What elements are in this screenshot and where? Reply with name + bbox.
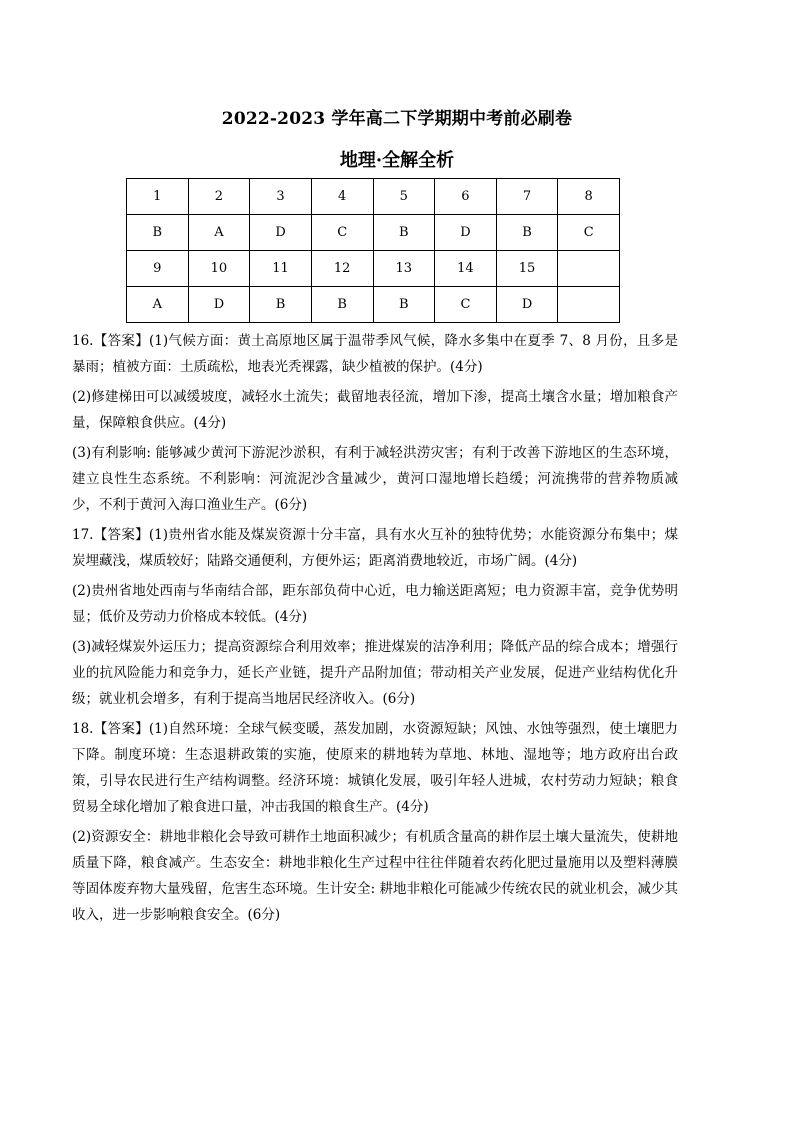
table-cell: 6 <box>435 179 497 215</box>
table-cell: 5 <box>373 179 435 215</box>
table-cell: 3 <box>250 179 312 215</box>
table-cell: 4 <box>311 179 373 215</box>
table-cell: D <box>250 215 312 251</box>
table-row <box>127 179 620 215</box>
table-cell: B <box>373 287 435 323</box>
table-cell: C <box>435 287 497 323</box>
table-cell: B <box>311 287 373 323</box>
table-cell: 8 <box>558 179 620 215</box>
answer-paragraph: (2)贵州省地处西南与华南结合部，距东部负荷中心近，电力输送距离短；电力资源丰富，竞争优势明显；低价及劳动力价格成本较低。(4分) <box>72 583 678 625</box>
answer-paragraph: 16.【答案】(1)气候方面：黄土高原地区属于温带季风气候，降水多集中在夏季 7、8 月份，且多是暴雨；植被方面：土质疏松，地表光秃裸露，缺少植被的保护。(4分) <box>72 333 678 375</box>
document-subtitle: 地理·全解全析 <box>339 150 455 171</box>
table-cell: C <box>558 215 620 251</box>
answer-explanations <box>72 328 678 932</box>
table-cell: D <box>435 215 497 251</box>
table-cell: 12 <box>311 251 373 287</box>
table-cell: D <box>188 287 250 323</box>
table-cell: B <box>250 287 312 323</box>
table-cell: 9 <box>127 251 189 287</box>
table-row <box>127 287 620 323</box>
table-cell: 11 <box>250 251 312 287</box>
table-cell: A <box>127 287 189 323</box>
answer-paragraph: (2)修建梯田可以减缓坡度，减轻水土流失；截留地表径流，增加下渗，提高土壤含水量；增加粮食产量，保障粮食供应。(4分) <box>72 389 678 431</box>
table-cell: D <box>496 287 558 323</box>
table-cell: B <box>496 215 558 251</box>
table-cell: 13 <box>373 251 435 287</box>
table-cell: 1 <box>127 179 189 215</box>
table-cell: 14 <box>435 251 497 287</box>
table-cell: B <box>373 215 435 251</box>
answer-paragraph: 17.【答案】(1)贵州省水能及煤炭资源十分丰富，具有水火互补的独特优势；水能资源分布集中；煤炭埋藏浅，煤质较好；陆路交通便利，方便外运；距离消费地较近，市场广阔。(4分) <box>72 527 678 569</box>
table-cell <box>558 287 620 323</box>
answer-paragraph: 18.【答案】(1)自然环境：全球气候变暖，蒸发加剧，水资源短缺；风蚀、水蚀等强烈，使土壤肥力下降。制度环境：生态退耕政策的实施，使原来的耕地转为草地、林地、湿地等；地方政府出台政策，引导农民进行生产结构调整。经济环境：城镇化发展，吸引年轻人进城，农村劳动力短缺；粮食贸易全球化增加了粮食进口量，冲击我国的粮食生产。(4分) <box>72 721 678 815</box>
answer-paragraph: (3)减轻煤炭外运压力；提高资源综合利用效率；推进煤炭的洁净利用；降低产品的综合成本；增强行业的抗风险能力和竞争力，延长产业链，提升产品附加值；带动相关产业发展，促进产业结构优化升级；就业机会增多，有利于提高当地居民经济收入。(6分) <box>72 639 678 707</box>
table-cell: 2 <box>188 179 250 215</box>
table-row <box>127 215 620 251</box>
answer-paragraph: (3)有利影响: 能够减少黄河下游泥沙淤积，有利于减轻洪涝灾害；有利于改善下游地区的生态环境，建立良性生态系统。不利影响：河流泥沙含量减少，黄河口湿地增长趋缓；河流携带的营养物质减少，不利于黄河入海口渔业生产。(6分) <box>72 445 678 513</box>
table-cell: B <box>127 215 189 251</box>
table-cell: 7 <box>496 179 558 215</box>
table-cell: 15 <box>496 251 558 287</box>
document-title: 2022-2023 学年高二下学期期中考前必刷卷 <box>221 109 573 129</box>
answer-key-table <box>126 178 620 323</box>
table-row <box>127 251 620 287</box>
table-cell <box>558 251 620 287</box>
table-cell: 10 <box>188 251 250 287</box>
table-cell: A <box>188 215 250 251</box>
table-cell: C <box>311 215 373 251</box>
answer-paragraph: (2)资源安全：耕地非粮化会导致可耕作土地面积减少；有机质含量高的耕作层土壤大量流失，使耕地质量下降，粮食减产。生态安全：耕地非粮化生产过程中往往伴随着农药化肥过量施用以及塑料薄膜等固体废弃物大量残留，危害生态环境。生计安全: 耕地非粮化可能减少传统农民的就业机会，减少其收入，进一步影响粮食安全。(6分) <box>72 829 678 923</box>
